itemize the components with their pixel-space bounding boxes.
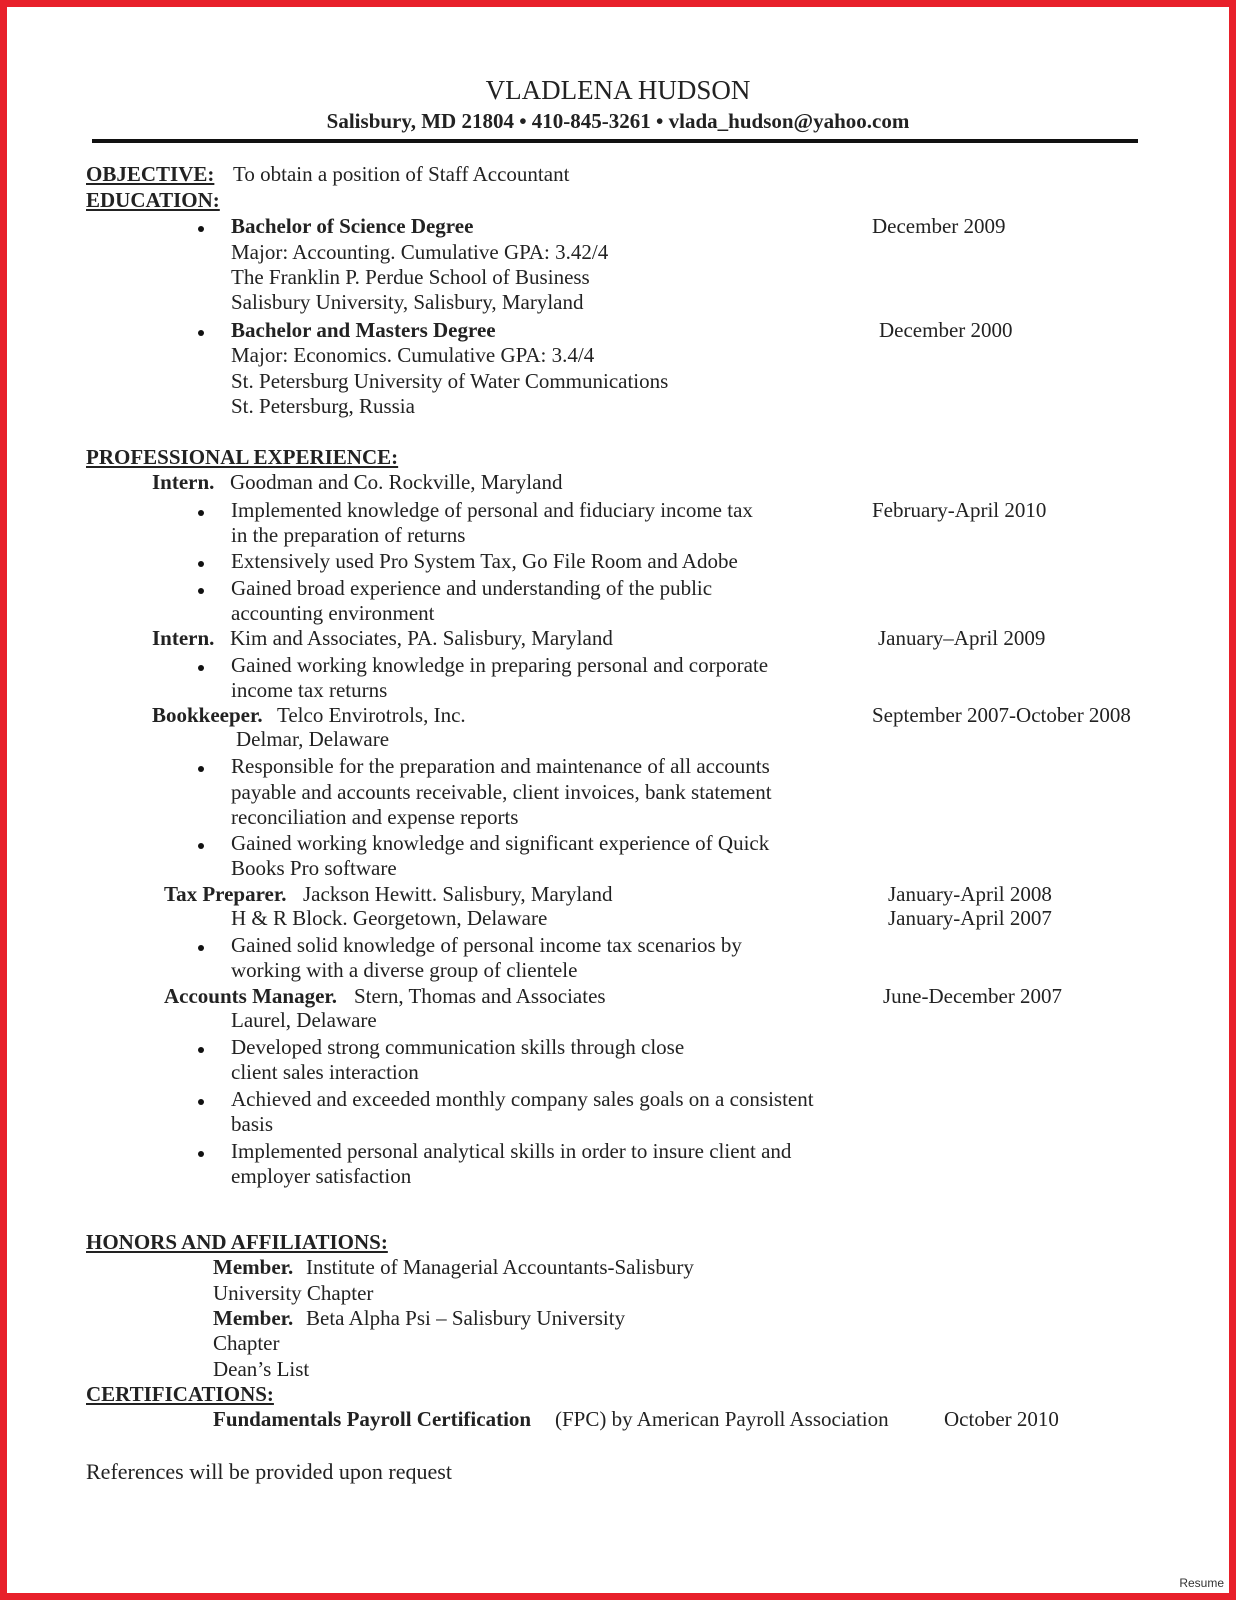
- bullet-text: Developed strong communication skills through close: [231, 1035, 685, 1059]
- bullet-text: payable and accounts receivable, client invoices, bank statement: [231, 780, 772, 804]
- degree-date: December 2009: [872, 214, 1006, 238]
- bullet-dot: [198, 843, 204, 849]
- job-role: Intern.: [152, 626, 215, 650]
- honor-text: University Chapter: [213, 1281, 374, 1305]
- bullet-dot: [198, 1099, 204, 1105]
- degree-date: December 2000: [879, 318, 1013, 342]
- certification-date: October 2010: [944, 1407, 1059, 1431]
- job-date: January–April 2009: [878, 626, 1046, 650]
- job-date: September 2007-October 2008: [872, 703, 1131, 727]
- honor-text: Dean’s List: [213, 1357, 310, 1381]
- bullet-text: Gained working knowledge in preparing personal and corporate: [231, 653, 769, 677]
- bullet-text: Gained solid knowledge of personal income tax scenarios by: [231, 933, 742, 957]
- bullet-dot: [198, 766, 204, 772]
- bullet-dot: [198, 1047, 204, 1053]
- bullet-text: income tax returns: [231, 678, 388, 702]
- degree-line: St. Petersburg, Russia: [231, 394, 415, 418]
- job-date: June-December 2007: [883, 984, 1063, 1008]
- honor-label: Member.: [213, 1255, 294, 1279]
- honors-heading: HONORS AND AFFILIATIONS:: [86, 1230, 388, 1254]
- bullet-dot: [198, 510, 204, 516]
- bullet-text: working with a diverse group of clientele: [231, 958, 578, 982]
- bullet-text: accounting environment: [231, 601, 435, 625]
- bullet-dot: [198, 1151, 204, 1157]
- job-date: February-April 2010: [872, 498, 1047, 522]
- degree-line: Salisbury University, Salisbury, Maryland: [231, 290, 584, 314]
- degree-title: Bachelor of Science Degree: [231, 214, 474, 238]
- job-date: January-April 2008: [888, 882, 1052, 906]
- contact-line: Salisbury, MD 21804 • 410-845-3261 • vlada_hudson@yahoo.com: [326, 109, 910, 133]
- objective-text: To obtain a position of Staff Accountant: [233, 162, 570, 186]
- job-org: Goodman and Co. Rockville, Maryland: [230, 470, 563, 494]
- experience-heading: PROFESSIONAL EXPERIENCE:: [86, 445, 399, 469]
- bullet-text: in the preparation of returns: [231, 523, 466, 547]
- bullet-dot: [198, 561, 204, 567]
- job-role: Bookkeeper.: [152, 703, 263, 727]
- degree-title: Bachelor and Masters Degree: [231, 318, 496, 342]
- certification-name: Fundamentals Payroll Certification: [213, 1407, 532, 1431]
- header-divider: [92, 139, 1138, 143]
- bullet-dot: [198, 588, 204, 594]
- degree-line: The Franklin P. Perdue School of Business: [231, 265, 590, 289]
- honor-text: Beta Alpha Psi – Salisbury University: [306, 1306, 626, 1330]
- job-role: Intern.: [152, 470, 215, 494]
- job-role: Tax Preparer.: [164, 882, 287, 906]
- job-org: Kim and Associates, PA. Salisbury, Maryland: [230, 626, 613, 650]
- job-location: H & R Block. Georgetown, Delaware: [231, 906, 548, 930]
- bullet-text: Books Pro software: [231, 856, 397, 880]
- certification-detail: (FPC) by American Payroll Association: [555, 1407, 889, 1431]
- bullet-text: Implemented personal analytical skills in order to insure client and: [231, 1139, 792, 1163]
- objective-label: OBJECTIVE:: [86, 162, 215, 186]
- bullet-text: client sales interaction: [231, 1060, 419, 1084]
- bullet-dot: [198, 226, 204, 232]
- job-org: Telco Envirotrols, Inc.: [277, 703, 466, 727]
- bullet-text: Gained working knowledge and significant experience of Quick: [231, 831, 770, 855]
- certifications-heading: CERTIFICATIONS:: [86, 1382, 274, 1406]
- footer-tag: Resume: [1179, 1576, 1224, 1590]
- honor-text: Chapter: [213, 1331, 280, 1355]
- bullet-text: reconciliation and expense reports: [231, 805, 519, 829]
- honor-label: Member.: [213, 1306, 294, 1330]
- bullet-text: basis: [231, 1112, 273, 1136]
- education-heading: EDUCATION:: [86, 188, 220, 212]
- degree-line: St. Petersburg University of Water Communications: [231, 369, 669, 393]
- references-note: References will be provided upon request: [86, 1459, 452, 1484]
- bullet-text: Achieved and exceeded monthly company sales goals on a consistent: [231, 1087, 814, 1111]
- bullet-text: Responsible for the preparation and maintenance of all accounts: [231, 754, 770, 778]
- candidate-name: VLADLENA HUDSON: [485, 75, 751, 105]
- honor-text: Institute of Managerial Accountants-Salisbury: [306, 1255, 694, 1279]
- degree-line: Major: Economics. Cumulative GPA: 3.4/4: [231, 343, 595, 367]
- job-location: Delmar, Delaware: [236, 727, 390, 751]
- degree-line: Major: Accounting. Cumulative GPA: 3.42/4: [231, 240, 609, 264]
- bullet-dot: [198, 665, 204, 671]
- bullet-dot: [198, 945, 204, 951]
- job-org: Stern, Thomas and Associates: [354, 984, 606, 1008]
- job-location: Laurel, Delaware: [231, 1008, 377, 1032]
- bullet-text: Implemented knowledge of personal and fiduciary income tax: [231, 498, 753, 522]
- bullet-text: employer satisfaction: [231, 1164, 412, 1188]
- job-date: January-April 2007: [888, 906, 1052, 930]
- job-org: Jackson Hewitt. Salisbury, Maryland: [303, 882, 613, 906]
- bullet-dot: [198, 330, 204, 336]
- bullet-text: Gained broad experience and understanding of the public: [231, 576, 713, 600]
- job-role: Accounts Manager.: [164, 984, 338, 1008]
- bullet-text: Extensively used Pro System Tax, Go File Room and Adobe: [231, 549, 738, 573]
